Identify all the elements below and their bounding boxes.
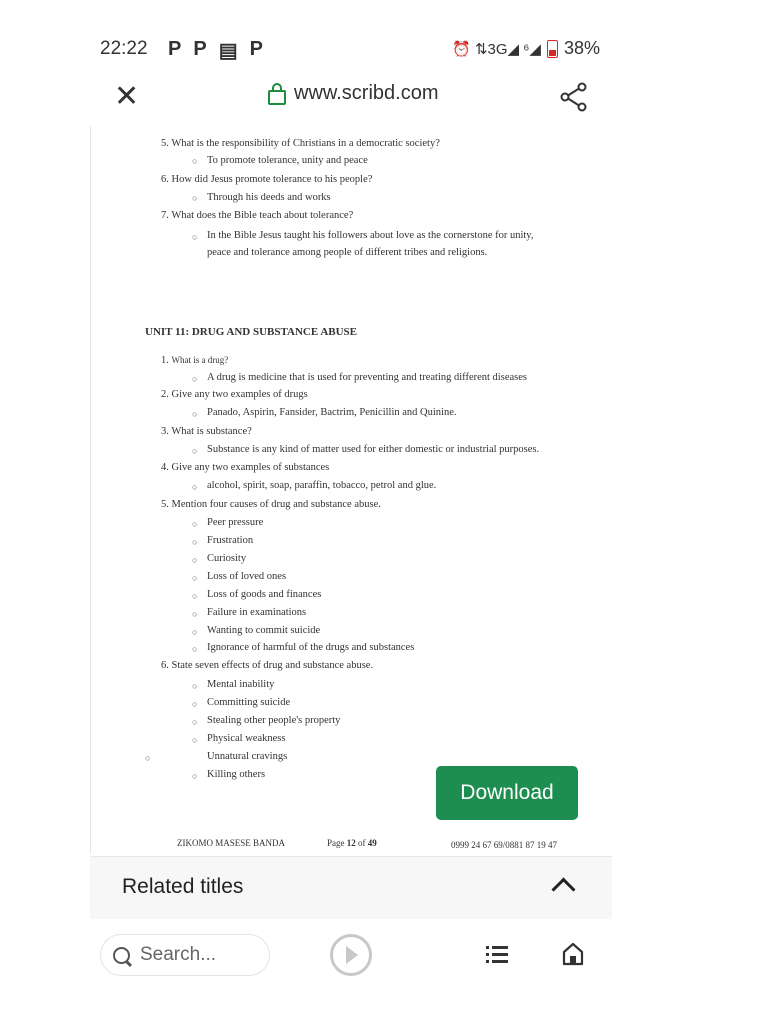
notification-icons xyxy=(168,38,263,63)
bullet-icon: ○ xyxy=(192,156,198,166)
bottom-nav xyxy=(90,920,612,990)
list-item: Curiosity xyxy=(207,553,247,564)
answer-item: Through his deeds and works xyxy=(207,192,331,203)
question-item: 6. State seven effects of drug and substance abuse. xyxy=(161,660,374,671)
answer-item: Substance is any kind of matter used for either domestic or industrial purposes. xyxy=(207,444,540,455)
notification-icon: P xyxy=(193,38,207,60)
list-item: Frustration xyxy=(207,535,254,546)
bullet-icon: ○ xyxy=(192,446,198,456)
list-item: Loss of goods and finances xyxy=(207,589,322,600)
notification-icon: ▤ xyxy=(218,40,238,62)
home-icon[interactable] xyxy=(562,942,584,966)
list-item: Unnatural cravings xyxy=(207,751,288,762)
battery-level: 38% xyxy=(563,38,600,58)
bullet-icon: ○ xyxy=(192,374,198,384)
list-item: Ignorance of harmful of the drugs and substances xyxy=(207,642,415,653)
question-item: 4. Give any two examples of substances xyxy=(161,462,330,473)
address-display[interactable] xyxy=(268,82,438,105)
related-titles-label: Related titles xyxy=(122,875,244,898)
status-bar xyxy=(100,38,600,66)
lock-icon xyxy=(268,90,286,105)
list-item: Stealing other people's property xyxy=(207,715,341,726)
battery-icon xyxy=(547,40,558,58)
bullet-icon: ○ xyxy=(192,409,198,419)
status-time: 22:22 xyxy=(100,38,148,59)
bullet-icon: ○ xyxy=(192,735,198,745)
bullet-icon: ○ xyxy=(192,717,198,727)
search-placeholder: Search... xyxy=(140,944,217,965)
bullet-icon: ○ xyxy=(192,537,198,547)
bullet-icon: ○ xyxy=(192,519,198,529)
bullet-icon: ○ xyxy=(192,591,198,601)
question-item: 1. What is a drug? xyxy=(161,355,229,366)
bullet-icon: ○ xyxy=(145,753,151,763)
notification-icon: P xyxy=(249,38,263,60)
answer-item: In the Bible Jesus taught his followers about love as the cornerstone for unity, xyxy=(207,230,534,241)
status-right xyxy=(452,38,600,59)
list-item: Physical weakness xyxy=(207,733,286,744)
list-item: Wanting to commit suicide xyxy=(207,625,321,636)
download-button[interactable]: Download xyxy=(436,766,578,820)
footer-author: ZIKOMO MASESE BANDA xyxy=(177,838,286,848)
question-item: 5. Mention four causes of drug and substance abuse. xyxy=(161,499,381,510)
answer-item: A drug is medicine that is used for preventing and treating different diseases xyxy=(207,372,527,383)
bullet-icon: ○ xyxy=(192,609,198,619)
share-icon[interactable] xyxy=(560,82,588,112)
bullet-icon: ○ xyxy=(192,232,198,242)
url-text: www.scribd.com xyxy=(294,82,439,104)
question-item: 6. How did Jesus promote tolerance to his people? xyxy=(161,174,373,185)
question-item: 3. What is substance? xyxy=(161,426,252,437)
search-icon xyxy=(113,947,130,964)
document-page xyxy=(90,126,613,854)
browser-url-bar xyxy=(100,80,600,116)
question-item: 5. What is the responsibility of Christians in a democratic society? xyxy=(161,138,440,149)
close-icon[interactable]: ✕ xyxy=(114,80,140,113)
list-item: Failure in examinations xyxy=(207,607,307,618)
chevron-up-icon[interactable] xyxy=(551,877,575,901)
network-signal-icon: ⏰ ⇅3G◢ ⁶◢ xyxy=(452,40,541,58)
list-item: Mental inability xyxy=(207,679,275,690)
unit-heading: UNIT 11: DRUG AND SUBSTANCE ABUSE xyxy=(145,326,358,338)
answer-item: peace and tolerance among people of different tribes and religions. xyxy=(207,247,488,258)
bullet-icon: ○ xyxy=(192,771,198,781)
question-item: 2. Give any two examples of drugs xyxy=(161,389,308,400)
footer-phones: 0999 24 67 69/0881 87 19 47 xyxy=(451,840,558,850)
bullet-icon: ○ xyxy=(192,573,198,583)
list-item: Killing others xyxy=(207,769,266,780)
footer-page-number: Page 12 of 49 xyxy=(327,838,377,848)
list-item: Committing suicide xyxy=(207,697,291,708)
search-input[interactable] xyxy=(100,934,270,976)
bullet-icon: ○ xyxy=(192,681,198,691)
related-titles-bar[interactable] xyxy=(90,856,612,919)
answer-item: To promote tolerance, unity and peace xyxy=(207,155,368,166)
bullet-icon: ○ xyxy=(192,644,198,654)
list-icon[interactable] xyxy=(486,946,508,962)
list-item: Peer pressure xyxy=(207,517,264,528)
bullet-icon: ○ xyxy=(192,699,198,709)
answer-item: Panado, Aspirin, Fansider, Bactrim, Penicillin and Quinine. xyxy=(207,407,457,418)
bullet-icon: ○ xyxy=(192,555,198,565)
play-icon[interactable] xyxy=(330,934,372,976)
question-item: 7. What does the Bible teach about tolerance? xyxy=(161,210,354,221)
bullet-icon: ○ xyxy=(192,627,198,637)
bullet-icon: ○ xyxy=(192,193,198,203)
notification-icon: P xyxy=(168,38,182,60)
list-item: Loss of loved ones xyxy=(207,571,287,582)
answer-item: alcohol, spirit, soap, paraffin, tobacco, petrol and glue. xyxy=(207,480,437,491)
bullet-icon: ○ xyxy=(192,482,198,492)
